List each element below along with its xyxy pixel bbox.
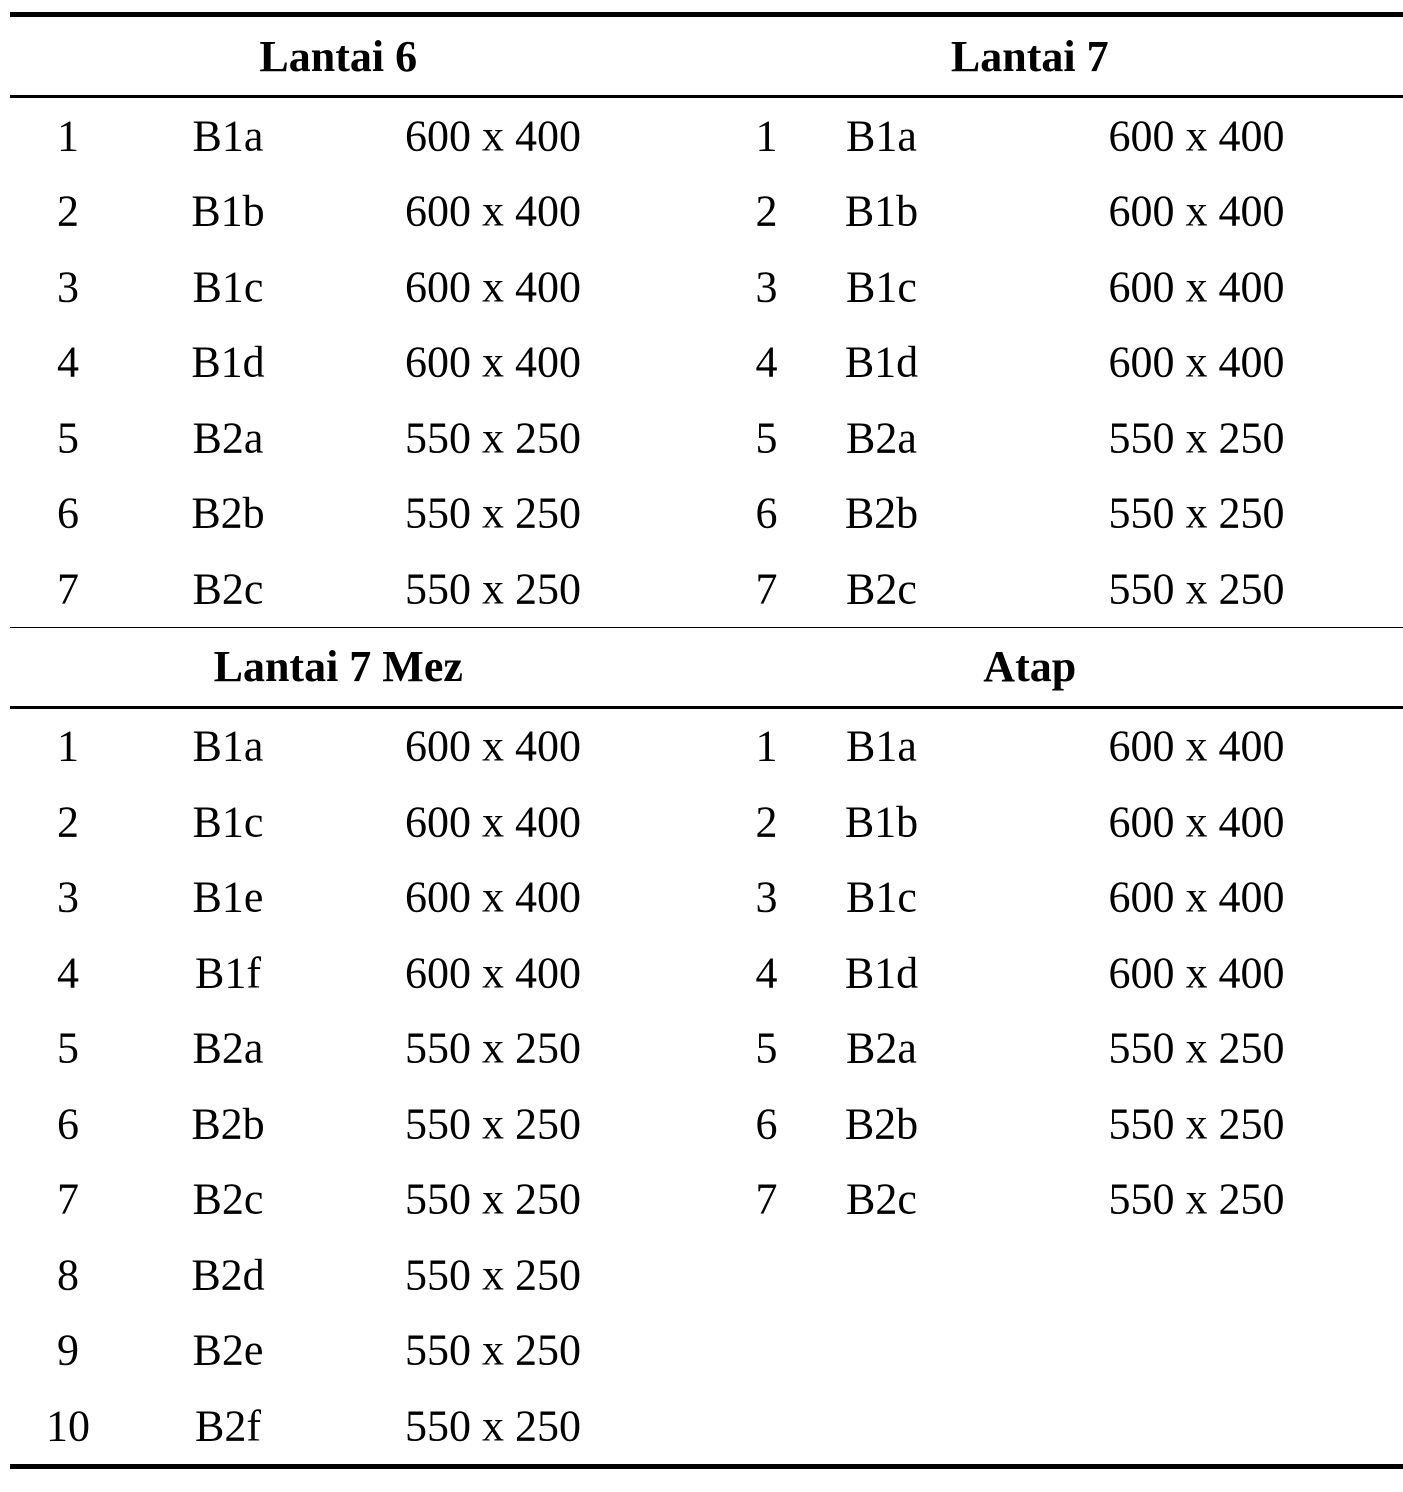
- beam-code: B1a: [192, 111, 264, 161]
- row-number: 4: [755, 948, 778, 998]
- row-number: 4: [57, 337, 79, 387]
- table-row: [10, 174, 707, 250]
- beam-size: 550 x 250: [405, 1099, 581, 1149]
- table-row: [707, 325, 1403, 401]
- beam-code: B2c: [846, 1174, 917, 1224]
- column-atap: [707, 709, 1403, 1464]
- section-header-1: [10, 17, 1403, 95]
- beam-size: 600 x 400: [1108, 948, 1285, 998]
- row-number: 3: [57, 872, 79, 922]
- beam-size: 600 x 400: [405, 337, 581, 387]
- beam-code: B1b: [191, 186, 265, 236]
- section-title-lantai-6: Lantai 6: [259, 31, 418, 81]
- section-title-atap: Atap: [983, 642, 1077, 691]
- row-number: 7: [755, 1174, 778, 1224]
- beam-code: B2b: [191, 488, 265, 538]
- table-row: [10, 98, 707, 174]
- beam-code: B2c: [192, 564, 264, 614]
- beam-code: B2a: [192, 1023, 264, 1073]
- column-lantai-7-mez: [10, 709, 707, 1464]
- table-row: [10, 935, 707, 1011]
- beam-code: B2b: [844, 488, 919, 538]
- section-rows-1: [10, 98, 1403, 627]
- beam-size: 550 x 250: [1108, 413, 1285, 463]
- table-row: [707, 1162, 1403, 1238]
- beam-code: B1c: [192, 262, 264, 312]
- table-row: [707, 709, 1403, 785]
- beam-size: 600 x 400: [1108, 797, 1285, 847]
- column-lantai-6: [10, 98, 707, 627]
- table-row: [10, 1313, 707, 1389]
- table-row: [10, 860, 707, 936]
- beam-code: B2d: [191, 1250, 265, 1300]
- beam-code: B1c: [846, 872, 917, 922]
- table-row: [10, 400, 707, 476]
- beam-size: 600 x 400: [405, 872, 581, 922]
- beam-code: B1c: [846, 262, 917, 312]
- table-row: [707, 476, 1403, 552]
- row-number: 8: [57, 1250, 79, 1300]
- row-number: 1: [57, 721, 79, 771]
- beam-code: B1f: [195, 948, 261, 998]
- beam-size: 550 x 250: [1108, 564, 1285, 614]
- row-number: 7: [57, 1174, 79, 1224]
- table-row: [10, 1011, 707, 1087]
- table-row: [707, 784, 1403, 860]
- table-row: [707, 249, 1403, 325]
- table-row: [10, 1162, 707, 1238]
- beam-code: B1b: [844, 186, 919, 236]
- section-header-2: [10, 628, 1403, 706]
- table-row: [707, 935, 1403, 1011]
- beam-code: B2b: [191, 1099, 265, 1149]
- table-row: [10, 325, 707, 401]
- beam-size: 550 x 250: [405, 1250, 581, 1300]
- table-row: [707, 860, 1403, 936]
- beam-code: B1a: [192, 721, 264, 771]
- section-title-lantai-7: Lantai 7: [950, 31, 1109, 81]
- row-number: 5: [57, 1023, 79, 1073]
- section-title-lantai-7-mez: Lantai 7 Mez: [213, 642, 463, 691]
- table-row: [707, 551, 1403, 627]
- beam-size: 550 x 250: [1108, 1023, 1285, 1073]
- beam-size: 600 x 400: [405, 186, 581, 236]
- beam-size: 600 x 400: [405, 262, 581, 312]
- beam-code: B1c: [192, 797, 264, 847]
- section-rows-2: [10, 709, 1403, 1464]
- beam-size: 550 x 250: [405, 1174, 581, 1224]
- row-number: 3: [755, 262, 778, 312]
- beam-code: B1d: [191, 337, 265, 387]
- table-row: [10, 784, 707, 860]
- beam-code: B1d: [844, 337, 919, 387]
- row-number: 1: [755, 111, 778, 161]
- table-row: [10, 1086, 707, 1162]
- beam-size: 550 x 250: [405, 1023, 581, 1073]
- row-number: 4: [57, 948, 79, 998]
- beam-size: 550 x 250: [405, 1401, 581, 1451]
- beam-code: B2b: [844, 1099, 919, 1149]
- beam-size: 550 x 250: [1108, 1174, 1285, 1224]
- table-row: [707, 1086, 1403, 1162]
- beam-code: B1a: [846, 111, 917, 161]
- row-number: 3: [755, 872, 778, 922]
- beam-code: B2c: [192, 1174, 264, 1224]
- beam-size: 600 x 400: [1108, 111, 1285, 161]
- row-number: 1: [57, 111, 79, 161]
- row-number: 7: [57, 564, 79, 614]
- table-row: [10, 249, 707, 325]
- row-number: 5: [755, 1023, 778, 1073]
- row-number: 6: [57, 1099, 79, 1149]
- beam-dimension-table: [10, 12, 1403, 1469]
- bottom-rule: [10, 1464, 1403, 1469]
- beam-size: 600 x 400: [1108, 721, 1285, 771]
- row-number: 2: [57, 186, 79, 236]
- row-number: 3: [57, 262, 79, 312]
- row-number: 4: [755, 337, 778, 387]
- row-number: 5: [57, 413, 79, 463]
- beam-size: 600 x 400: [1108, 872, 1285, 922]
- table-row: [707, 1011, 1403, 1087]
- beam-code: B1d: [844, 948, 919, 998]
- beam-size: 600 x 400: [405, 721, 581, 771]
- table-row: [10, 551, 707, 627]
- beam-code: B2a: [846, 1023, 917, 1073]
- row-number: 2: [755, 797, 778, 847]
- row-number: 6: [755, 1099, 778, 1149]
- beam-code: B2c: [846, 564, 917, 614]
- beam-size: 600 x 400: [405, 948, 581, 998]
- beam-code: B1b: [844, 797, 919, 847]
- beam-code: B2f: [195, 1401, 261, 1451]
- beam-size: 550 x 250: [1108, 1099, 1285, 1149]
- beam-size: 550 x 250: [405, 1325, 581, 1375]
- row-number: 2: [755, 186, 778, 236]
- beam-size: 550 x 250: [405, 413, 581, 463]
- beam-code: B1e: [192, 872, 264, 922]
- beam-size: 600 x 400: [1108, 337, 1285, 387]
- beam-code: B2e: [192, 1325, 264, 1375]
- beam-size: 600 x 400: [1108, 186, 1285, 236]
- beam-size: 600 x 400: [405, 111, 581, 161]
- row-number: 7: [755, 564, 778, 614]
- beam-size: 550 x 250: [405, 488, 581, 538]
- beam-size: 550 x 250: [405, 564, 581, 614]
- row-number: 1: [755, 721, 778, 771]
- row-number: 10: [46, 1401, 90, 1451]
- column-lantai-7: [707, 98, 1403, 627]
- row-number: 2: [57, 797, 79, 847]
- beam-size: 600 x 400: [405, 797, 581, 847]
- row-number: 6: [57, 488, 79, 538]
- beam-code: B1a: [846, 721, 917, 771]
- beam-code: B2a: [192, 413, 264, 463]
- row-number: 5: [755, 413, 778, 463]
- table-row: [707, 98, 1403, 174]
- table-row: [10, 1388, 707, 1464]
- beam-code: B2a: [846, 413, 917, 463]
- table-row: [10, 709, 707, 785]
- table-row: [10, 476, 707, 552]
- row-number: 9: [57, 1325, 79, 1375]
- table-row: [707, 174, 1403, 250]
- row-number: 6: [755, 488, 778, 538]
- table-row: [10, 1237, 707, 1313]
- table-row: [707, 400, 1403, 476]
- beam-size: 600 x 400: [1108, 262, 1285, 312]
- beam-size: 550 x 250: [1108, 488, 1285, 538]
